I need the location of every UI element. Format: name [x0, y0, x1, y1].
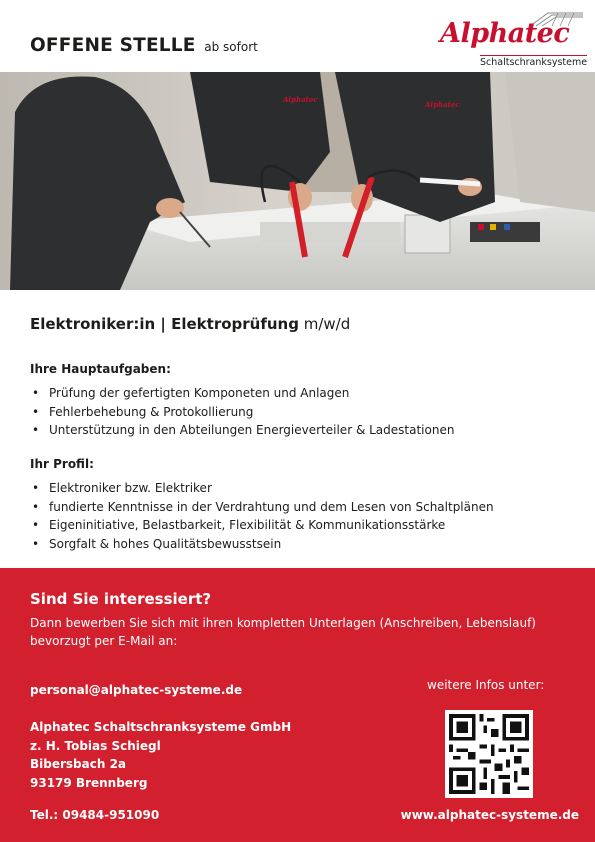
list-item: • Sorgfalt & hohes Qualitätsbewusstsein — [30, 535, 494, 554]
list-item: • Eigeninitiative, Belastbarkeit, Flexibilität & Kommunikationsstärke — [30, 516, 494, 535]
page-title: OFFENE STELLE ab sofort — [30, 35, 258, 56]
company-logo — [440, 8, 588, 68]
address-line: Alphatec Schaltschranksysteme GmbH — [30, 720, 292, 734]
postal-address — [30, 718, 291, 792]
phone-number[interactable]: Tel.: 09484-951090 — [30, 808, 160, 822]
profile-heading: Ihr Profil: — [30, 457, 94, 471]
list-item: • fundierte Kenntnisse in der Verdrahtung und dem Lesen von Schaltplänen — [30, 498, 494, 517]
technicians-testing-cabinet-image — [0, 72, 595, 290]
address-line: 93179 Brennberg — [30, 775, 148, 790]
qr-code-icon[interactable] — [445, 710, 533, 798]
address-line: Bibersbach 2a — [30, 757, 127, 771]
svg-text:Alphatec: Alphatec — [283, 95, 318, 104]
profile-list — [30, 479, 494, 553]
email-link[interactable]: personal@alphatec-systeme.de — [30, 683, 243, 697]
tasks-list — [30, 384, 454, 440]
logo-tagline: Schaltschranksysteme — [480, 57, 588, 68]
contact-heading: Sind Sie interessiert? — [30, 590, 212, 608]
svg-text:Alphatec: Alphatec — [425, 100, 460, 109]
list-item: • Unterstützung in den Abteilungen Energieverteiler & Ladestationen — [30, 421, 454, 440]
list-item: • Fehlerbehebung & Protokollierung — [30, 403, 454, 422]
contact-intro: Dann bewerben Sie sich mit ihren kompletten Unterlagen (Anschreiben, Lebenslauf) bevorzugt per E-Mail an: — [30, 616, 536, 648]
website-link[interactable]: www.alphatec-systeme.de — [400, 808, 579, 822]
contact-section — [0, 568, 595, 842]
logo-wordmark: Alphatec — [440, 18, 570, 49]
start-date-label: ab sofort — [204, 40, 258, 54]
header — [0, 0, 595, 72]
more-info-label: weitere Infos unter: — [427, 678, 545, 692]
tasks-heading: Ihre Hauptaufgaben: — [30, 362, 171, 376]
job-title: Elektroniker:in | Elektroprüfung m/w/d — [30, 315, 351, 333]
list-item: • Prüfung der gefertigten Komponeten und Anlagen — [30, 384, 454, 403]
list-item: • Elektroniker bzw. Elektriker — [30, 479, 494, 498]
hero-photo — [0, 72, 595, 290]
gender-label: m/w/d — [303, 315, 351, 333]
address-line: z. H. Tobias Schiegl — [30, 738, 161, 753]
